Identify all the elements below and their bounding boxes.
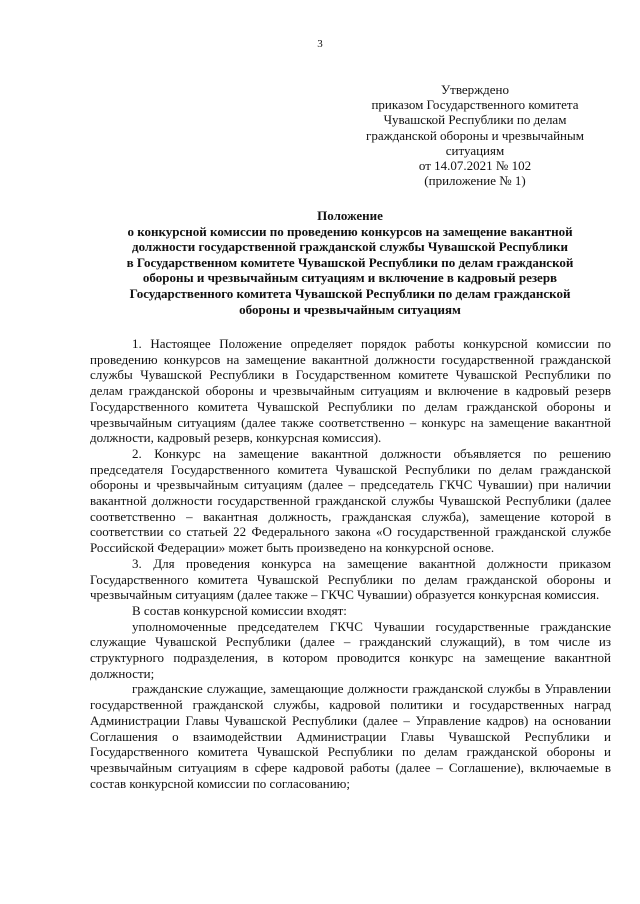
approval-stamp: [330, 82, 620, 188]
title-line: Государственного комитета Чувашской Республики по делам гражданской: [129, 285, 571, 301]
document-body: [90, 336, 611, 791]
title-line: в Государственном комитете Чувашской Республики по делам гражданской: [126, 254, 574, 270]
paragraph-3: 3. Для проведения конкурса на замещение вакантной должности приказом Государственного комитета Чувашской Республики по делам гражданской обороны и чрезвычайным ситуациям (далее также – ГКЧС Чувашии) образуется конкурсная комиссия.: [90, 555, 611, 603]
approval-line: от 14.07.2021 № 102: [418, 158, 532, 174]
document-title: [90, 208, 610, 317]
page-number: 3: [317, 38, 323, 50]
paragraph-authorized-servants: уполномоченные председателем ГКЧС Чувашии государственные гражданские служащие Чувашской Республики (далее – гражданский служащий), в том числе из структурного подразделения, в котором проводится конкурс на замещение вакантной должности;: [90, 618, 611, 681]
paragraph-hr-department-servants: гражданские служащие, замещающие должности гражданской службы в Управлении государственной гражданской службы, кадровой политики и государственных наград Администрации Главы Чувашской Республики (далее – Управление кадров) на основании Соглашения о взаимодействии Администрации Главы Чувашской Республики и Государственного комитета Чувашской Республики по делам гражданской обороны и чрезвычайным ситуациям в сфере кадровой работы (далее – Соглашение), включаемые в состав конкурсной комиссии по согласованию;: [90, 681, 611, 791]
title-line: должности государственной гражданской службы Чувашской Республики: [132, 239, 568, 255]
approval-line: Утверждено: [440, 82, 510, 97]
paragraph-2: 2. Конкурс на замещение вакантной должности объявляется по решению председателя Государственного комитета Чувашской Республики по делам гражданской обороны и чрезвычайным ситуациям (далее – председатель ГКЧС Чувашии) при наличии вакантной должности государственной гражданской службы Чувашской Республики (далее соответственно – вакантная должность, гражданская служба), замещение которой в соответствии со статьей 22 Федерального закона «О государственной гражданской службе Российской Федерации» может быть произведено на конкурсной основе.: [90, 445, 611, 556]
title-line: обороны и чрезвычайным ситуациям: [239, 301, 461, 317]
approval-line: Чувашской Республики по делам: [383, 112, 567, 128]
paragraph-1: 1. Настоящее Положение определяет порядок работы конкурсной комиссии по проведению конкурсов на замещение вакантной должности государственной гражданской службы Чувашской Республики в Государственном комитете Чувашской Республики по делам гражданской обороны и чрезвычайным ситуациям и включение в кадровый резерв Государственного комитета Чувашской Республики по делам гражданской обороны и чрезвычайным ситуациям (далее также соответственно – конкурс на замещение вакантной должности, кадровый резерв, конкурсная комиссия).: [90, 336, 611, 446]
approval-line: ситуациям: [445, 142, 505, 158]
title-line: о конкурсной комиссии по проведению конкурсов на замещение вакантной: [127, 223, 573, 239]
title-line: обороны и чрезвычайным ситуациям и включение в кадровый резерв: [142, 270, 558, 286]
approval-line: гражданской обороны и чрезвычайным: [366, 127, 584, 143]
approval-line: приказом Государственного комитета: [371, 97, 579, 113]
paragraph-commission-composition: В состав конкурсной комиссии входят:: [132, 602, 347, 618]
title-heading: Положение: [317, 208, 383, 223]
approval-line: (приложение № 1): [424, 173, 526, 189]
